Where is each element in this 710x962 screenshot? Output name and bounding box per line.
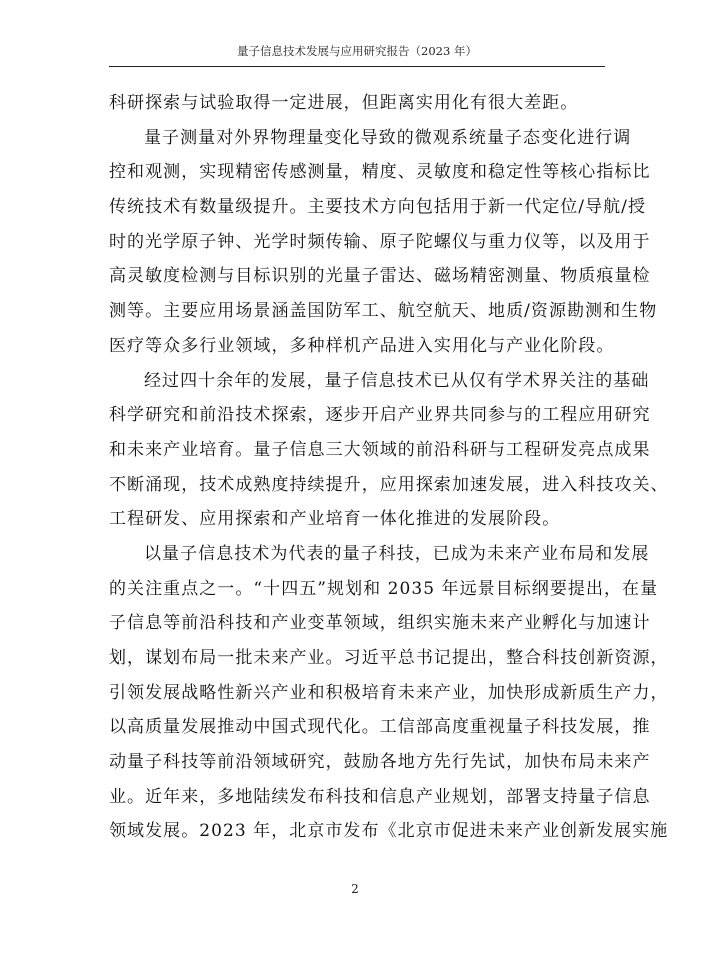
text-line: 不断涌现，技术成熟度持续提升，应用探索加速发展，进入科技攻关、 bbox=[109, 474, 669, 495]
text-line: 量子测量对外界物理量变化导致的微观系统量子态变化进行调 bbox=[144, 127, 632, 148]
text-line: 经过四十余年的发展，量子信息技术已从仅有学术界关注的基础 bbox=[144, 370, 650, 391]
text-line: 科学研究和前沿技术探索，逐步开启产业界共同参与的工程应用研究 bbox=[109, 405, 651, 426]
text-line: 子信息等前沿科技和产业变革领域，组织实施未来产业孵化与加速计 bbox=[109, 613, 651, 634]
text-line: 医疗等众多行业领域，多种样机产品进入实用化与产业化阶段。 bbox=[109, 335, 615, 356]
page-number: 2 bbox=[351, 882, 359, 896]
text-line: 以量子信息技术为代表的量子科技，已成为未来产业布局和发展 bbox=[144, 543, 650, 564]
text-line: 控和观测，实现精密传感测量，精度、灵敏度和稳定性等核心指标比 bbox=[109, 162, 651, 183]
header-rule bbox=[109, 66, 605, 67]
text-line: 动量子科技等前沿领域研究，鼓励各地方先行先试，加快布局未来产 bbox=[109, 752, 651, 773]
text-line: 以高质量发展推动中国式现代化。工信部高度重视量子科技发展，推 bbox=[109, 717, 651, 738]
paragraph-development-history bbox=[109, 364, 669, 537]
text-line: 业。近年来，多地陆续发布科技和信息产业规划，部署支持量子信息 bbox=[109, 786, 651, 807]
paragraph-quantum-measurement bbox=[109, 121, 658, 364]
text-line: 和未来产业培育。量子信息三大领域的前沿科研与工程研发亮点成果 bbox=[109, 439, 651, 460]
paragraph-continuation bbox=[109, 86, 605, 121]
text-line: 引领发展战略性新兴产业和积极培育未来产业，加快形成新质生产力， bbox=[109, 682, 669, 703]
text-line: 划，谋划布局一批未来产业。习近平总书记提出，整合科技创新资源， bbox=[109, 648, 669, 668]
text-line: 测等。主要应用场景涵盖国防军工、航空航天、地质/资源勘测和生物 bbox=[109, 301, 658, 322]
text-line: 领域发展。2023 年，北京市发布《北京市促进未来产业创新发展实施 bbox=[109, 821, 669, 842]
text-line: 时的光学原子钟、光学时频传输、原子陀螺仪与重力仪等，以及用于 bbox=[109, 231, 651, 252]
text-line: 的关注重点之一。“十四五”规划和 2035 年远景目标纲要提出，在量 bbox=[109, 578, 659, 599]
text-line: 科研探索与试验取得一定进展，但距离实用化有很大差距。 bbox=[109, 93, 579, 113]
text-line: 工程研发、应用探索和产业培育一体化推进的发展阶段。 bbox=[109, 509, 561, 530]
running-header: 量子信息技术发展与应用研究报告（2023 年） bbox=[237, 44, 477, 58]
body-text bbox=[109, 86, 669, 849]
text-line: 传统技术有数量级提升。主要技术方向包括用于新一代定位/导航/授 bbox=[109, 197, 647, 218]
text-line: 高灵敏度检测与目标识别的光量子雷达、磁场精密测量、物质痕量检 bbox=[109, 266, 651, 287]
paragraph-policy-focus bbox=[109, 537, 669, 849]
